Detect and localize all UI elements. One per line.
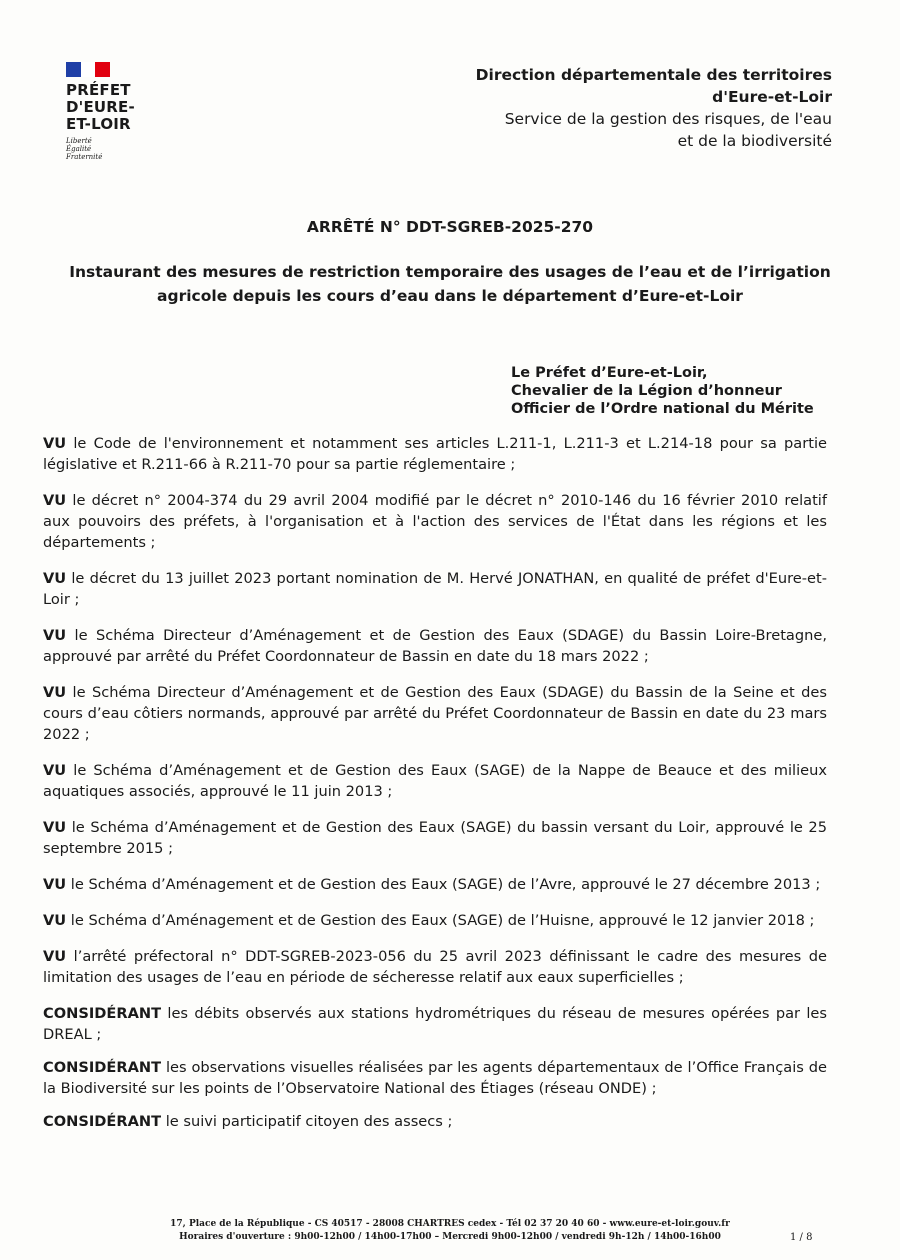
vu-paragraph [43, 625, 827, 667]
vu-paragraph [43, 433, 827, 475]
paragraph-keyword: VU [43, 948, 67, 965]
vu-paragraph [43, 910, 827, 931]
issuing-department [412, 64, 832, 152]
logo-name-line: ET-LOIR [66, 115, 131, 133]
paragraph-keyword: VU [43, 819, 67, 836]
paragraph-keyword: VU [43, 627, 67, 644]
vu-paragraph [43, 817, 827, 859]
paragraph-keyword: VU [43, 684, 67, 701]
logo-name [66, 82, 186, 133]
footer-hours: Horaires d'ouverture : 9h00-12h00 / 14h00-17h00 – Mercredi 9h00-12h00 / vendredi 9h-12h / 14h00-16h00 [179, 1232, 721, 1242]
paragraph-keyword: CONSIDÉRANT [43, 1113, 162, 1130]
paragraph-text: le Schéma Directeur d’Aménagement et de Gestion des Eaux (SDAGE) du Bassin de la Seine et des cours d’eau côtiers normands, approuvé par arrêté du Préfet Coordonnateur de Bassin en date du 23 mars 2022 ; [43, 684, 827, 743]
paragraph-keyword: CONSIDÉRANT [43, 1059, 162, 1076]
motto-line: Fraternité [66, 153, 103, 161]
considerant-paragraph [43, 1057, 827, 1099]
paragraph-text: le Schéma d’Aménagement et de Gestion des Eaux (SAGE) de l’Avre, approuvé le 27 décembre 2013 ; [66, 876, 821, 893]
footer-address: 17, Place de la République - CS 40517 - 28008 CHARTRES cedex - Tél 02 37 20 40 60 - www.eure-et-loir.gouv.fr [170, 1219, 730, 1229]
paragraph-text: le Code de l'environnement et notamment ses articles L.211-1, L.211-3 et L.214-18 pour sa partie législative et R.211-66 à R.211-70 pour sa partie réglementaire ; [43, 435, 827, 473]
vu-paragraph [43, 682, 827, 745]
page-number: 1 / 8 [790, 1232, 813, 1243]
paragraph-text: le Schéma d’Aménagement et de Gestion des Eaux (SAGE) de la Nappe de Beauce et des milieux aquatiques associés, approuvé le 11 juin 2013 ; [43, 762, 827, 800]
paragraph-keyword: VU [43, 876, 67, 893]
paragraph-text: les observations visuelles réalisées par les agents départementaux de l’Office Français de la Biodiversité sur les points de l’Observatoire National des Étiages (réseau ONDE) ; [43, 1059, 827, 1097]
signatory-block [511, 364, 814, 418]
paragraph-text: le décret n° 2004-374 du 29 avril 2004 modifié par le décret n° 2010-146 du 16 février 2010 relatif aux pouvoirs des préfets, à l'organisation et à l'action des services de l'État dans les régions et les départements ; [43, 492, 827, 551]
paragraph-text: l’arrêté préfectoral n° DDT-SGREB-2023-056 du 25 avril 2023 définissant le cadre des mesures de limitation des usages de l’eau en période de sécheresse relatif aux eaux superficielles ; [43, 948, 827, 986]
decree-title: ARRÊTÉ N° DDT-SGREB-2025-270 [306, 218, 594, 236]
paragraph-text: le suivi participatif citoyen des assecs ; [161, 1113, 453, 1130]
paragraph-text: le Schéma Directeur d’Aménagement et de Gestion des Eaux (SDAGE) du Bassin Loire-Bretagne, approuvé par arrêté du Préfet Coordonnateur de Bassin en date du 18 mars 2022 ; [43, 627, 827, 665]
logo-name-line: PRÉFET [66, 81, 131, 99]
considerant-paragraph [43, 1111, 827, 1132]
signatory-line: Officier de l’Ordre national du Mérite [511, 401, 814, 417]
paragraph-keyword: VU [43, 912, 67, 929]
page-footer [0, 1218, 900, 1244]
decree-subtitle: Instaurant des mesures de restriction temporaire des usages de l’eau et de l’irrigation agricole depuis les cours d’eau dans le département d’Eure-et-Loir [69, 263, 831, 305]
paragraph-keyword: VU [43, 492, 67, 509]
considerant-paragraph [43, 1003, 827, 1045]
signatory-line: Chevalier de la Légion d’honneur [511, 383, 782, 399]
paragraph-text: le Schéma d’Aménagement et de Gestion des Eaux (SAGE) de l’Huisne, approuvé le 12 janvier 2018 ; [66, 912, 815, 929]
prefet-logo [66, 62, 186, 161]
paragraph-keyword: CONSIDÉRANT [43, 1005, 162, 1022]
vu-paragraph [43, 874, 827, 895]
motto-line: Liberté [66, 137, 92, 145]
vu-paragraph [43, 568, 827, 610]
logo-motto [66, 137, 186, 161]
vu-paragraph [43, 760, 827, 802]
marianne-flag-icon [66, 62, 110, 77]
service-line: et de la biodiversité [677, 132, 832, 150]
vu-paragraph [43, 946, 827, 988]
paragraph-text: les débits observés aux stations hydrométriques du réseau de mesures opérées par les DREAL ; [43, 1005, 827, 1043]
paragraph-text: le Schéma d’Aménagement et de Gestion des Eaux (SAGE) du bassin versant du Loir, approuvé le 25 septembre 2015 ; [43, 819, 827, 857]
vu-paragraph [43, 490, 827, 553]
service-line: Service de la gestion des risques, de l'eau [504, 110, 832, 128]
direction-line: d'Eure-et-Loir [712, 88, 832, 106]
motto-line: Égalité [66, 145, 92, 153]
paragraph-text: le décret du 13 juillet 2023 portant nomination de M. Hervé JONATHAN, en qualité de préfet d'Eure-et-Loir ; [43, 570, 827, 608]
decree-body [43, 433, 827, 1144]
logo-name-line: D'EURE- [66, 98, 135, 116]
paragraph-keyword: VU [43, 762, 67, 779]
signatory-line: Le Préfet d’Eure-et-Loir, [511, 365, 708, 381]
direction-line: Direction départementale des territoires [475, 66, 832, 84]
paragraph-keyword: VU [43, 570, 67, 587]
paragraph-keyword: VU [43, 435, 67, 452]
